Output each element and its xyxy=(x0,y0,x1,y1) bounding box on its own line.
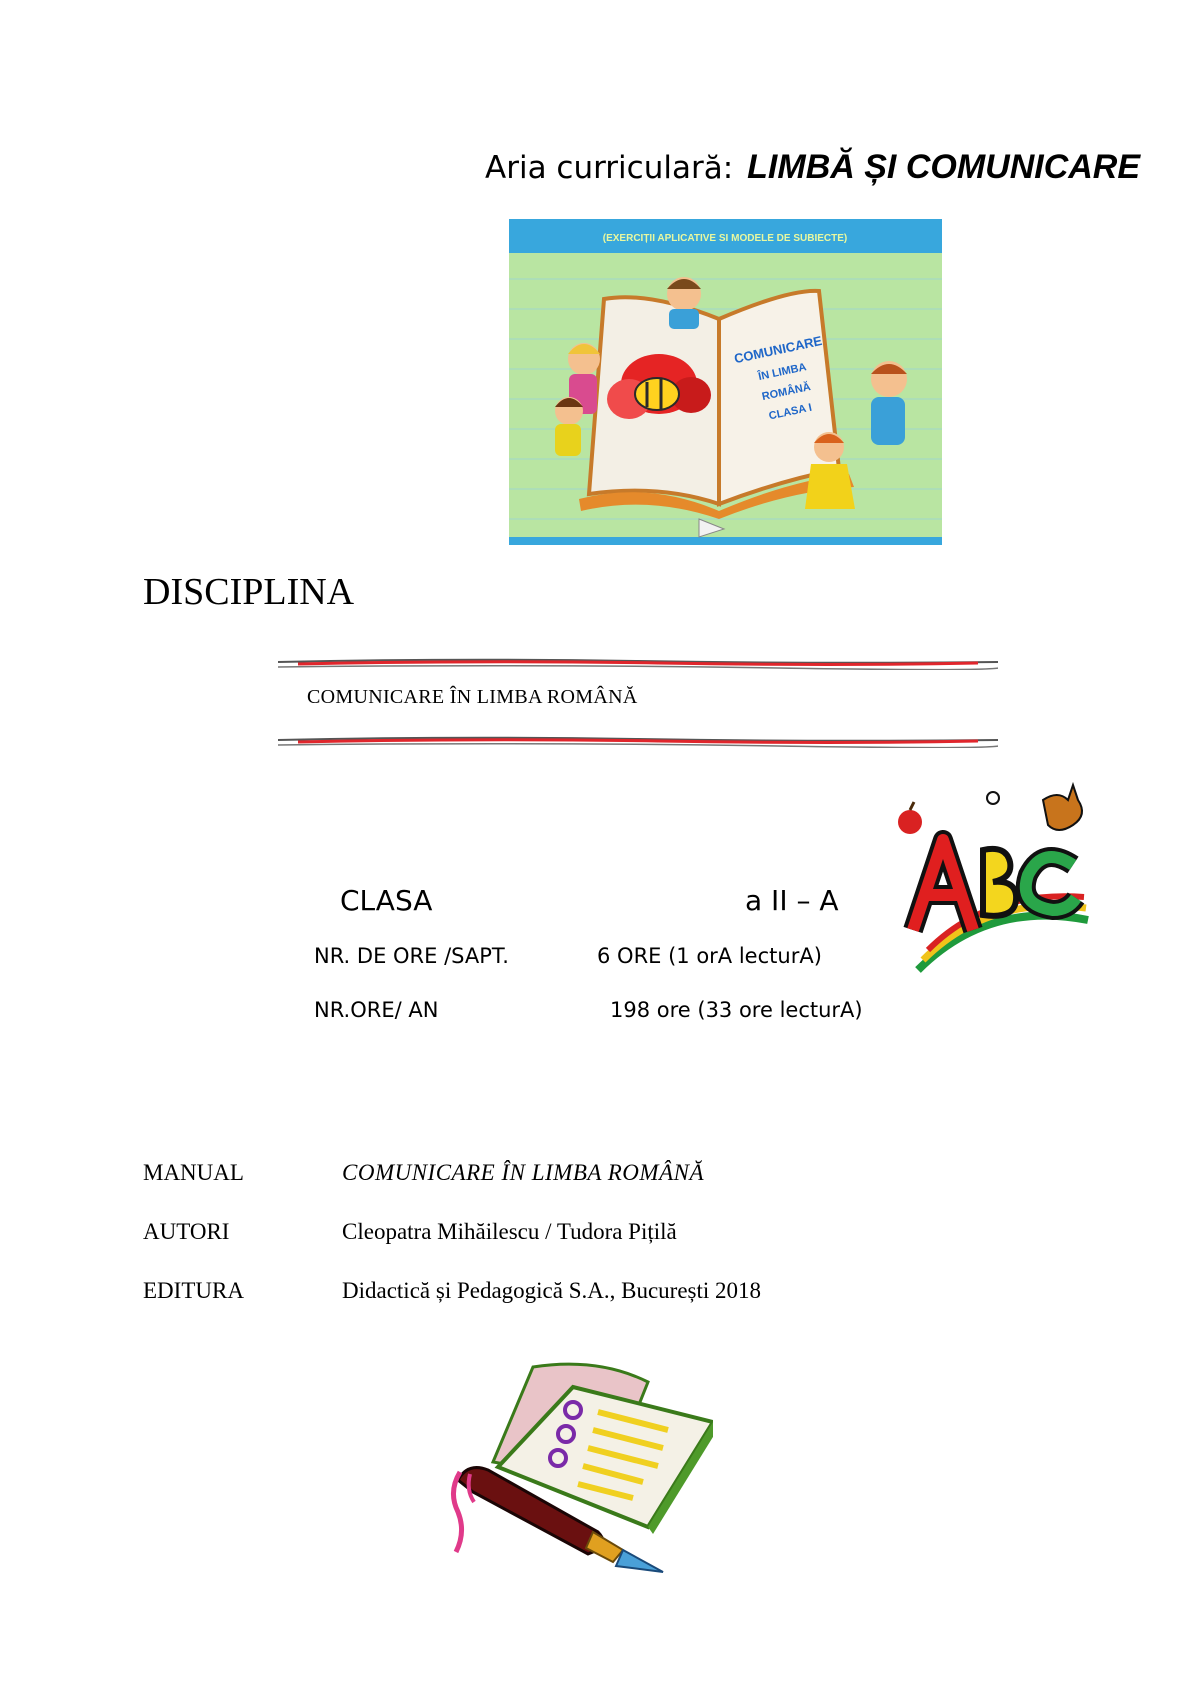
cover-book-line: ÎN LIMBA xyxy=(757,361,808,384)
authors-value: Cleopatra Mihăilescu / Tudora Pițilă xyxy=(342,1219,677,1244)
cover-banner: (EXERCIȚII APLICATIVE SI MODELE DE SUBIECTE) xyxy=(602,233,848,244)
cover-book-line: COMUNICARE xyxy=(732,332,824,367)
hours-year-label: NR.ORE/ AN xyxy=(314,998,439,1022)
curricular-area xyxy=(485,148,1140,187)
notebook-pen-clipart xyxy=(448,1362,713,1582)
publisher-value: Didactică și Pedagogică S.A., București 2018 xyxy=(342,1278,762,1303)
class-value: a II – A xyxy=(745,884,839,917)
cover-book-line: ROMÂNĂ xyxy=(760,381,812,404)
curricular-area-label: Aria curriculară: xyxy=(485,150,734,186)
class-label: CLASA xyxy=(340,884,433,917)
top-divider xyxy=(278,656,998,670)
abc-clipart xyxy=(888,780,1098,980)
manual-label: MANUAL xyxy=(143,1160,244,1185)
curricular-area-value: LIMBĂ ȘI COMUNICARE xyxy=(747,148,1141,186)
hours-week-value: 6 ORE (1 orA lecturA) xyxy=(597,944,822,968)
hours-week-label: NR. DE ORE /SAPT. xyxy=(314,944,509,968)
manual-value: COMUNICARE ÎN LIMBA ROMÂNĂ xyxy=(342,1160,705,1185)
hours-year-value: 198 ore (33 ore lecturA) xyxy=(610,998,863,1022)
subject-title: COMUNICARE ÎN LIMBA ROMÂNĂ xyxy=(307,686,638,708)
publisher-label: EDITURA xyxy=(143,1278,244,1303)
authors-label: AUTORI xyxy=(143,1219,230,1244)
cover-book-line: CLASA I xyxy=(767,401,813,423)
bottom-divider xyxy=(278,734,998,748)
textbook-cover-image xyxy=(509,219,942,545)
discipline-heading: DISCIPLINA xyxy=(143,571,355,613)
